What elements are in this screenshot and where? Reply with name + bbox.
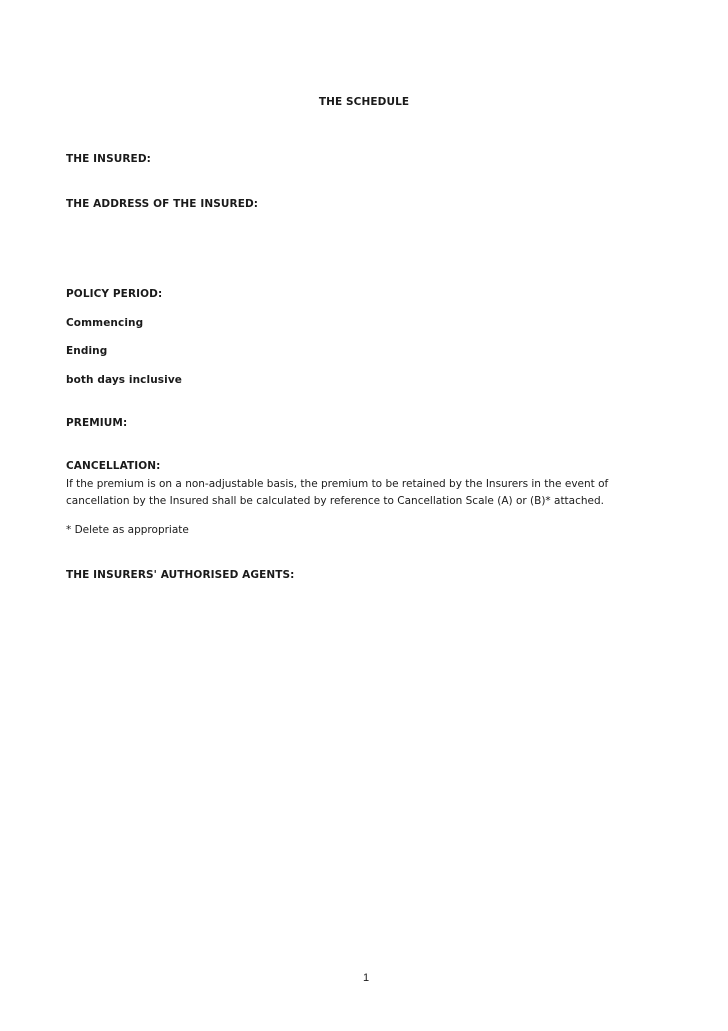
policy-period-label: POLICY PERIOD: <box>66 288 163 300</box>
delete-note: * Delete as appropriate <box>66 524 189 536</box>
insured-label: THE INSURED: <box>66 153 151 165</box>
cancellation-text-line-2: cancellation by the Insured shall be calculated by reference to Cancellation Scale (A) or (B)* attached. <box>66 495 605 507</box>
page-number: 1 <box>362 972 370 984</box>
ending-label: Ending <box>66 345 108 357</box>
commencing-label: Commencing <box>66 317 144 329</box>
address-label: THE ADDRESS OF THE INSURED: <box>66 198 259 210</box>
inclusive-label: both days inclusive <box>66 374 182 386</box>
cancellation-label: CANCELLATION: <box>66 460 161 472</box>
premium-label: PREMIUM: <box>66 417 128 429</box>
schedule-title: THE SCHEDULE <box>318 96 410 108</box>
cancellation-text-line-1: If the premium is on a non-adjustable basis, the premium to be retained by the Insurers in the event of <box>66 478 609 490</box>
authorised-agents-label: THE INSURERS' AUTHORISED AGENTS: <box>66 569 295 581</box>
